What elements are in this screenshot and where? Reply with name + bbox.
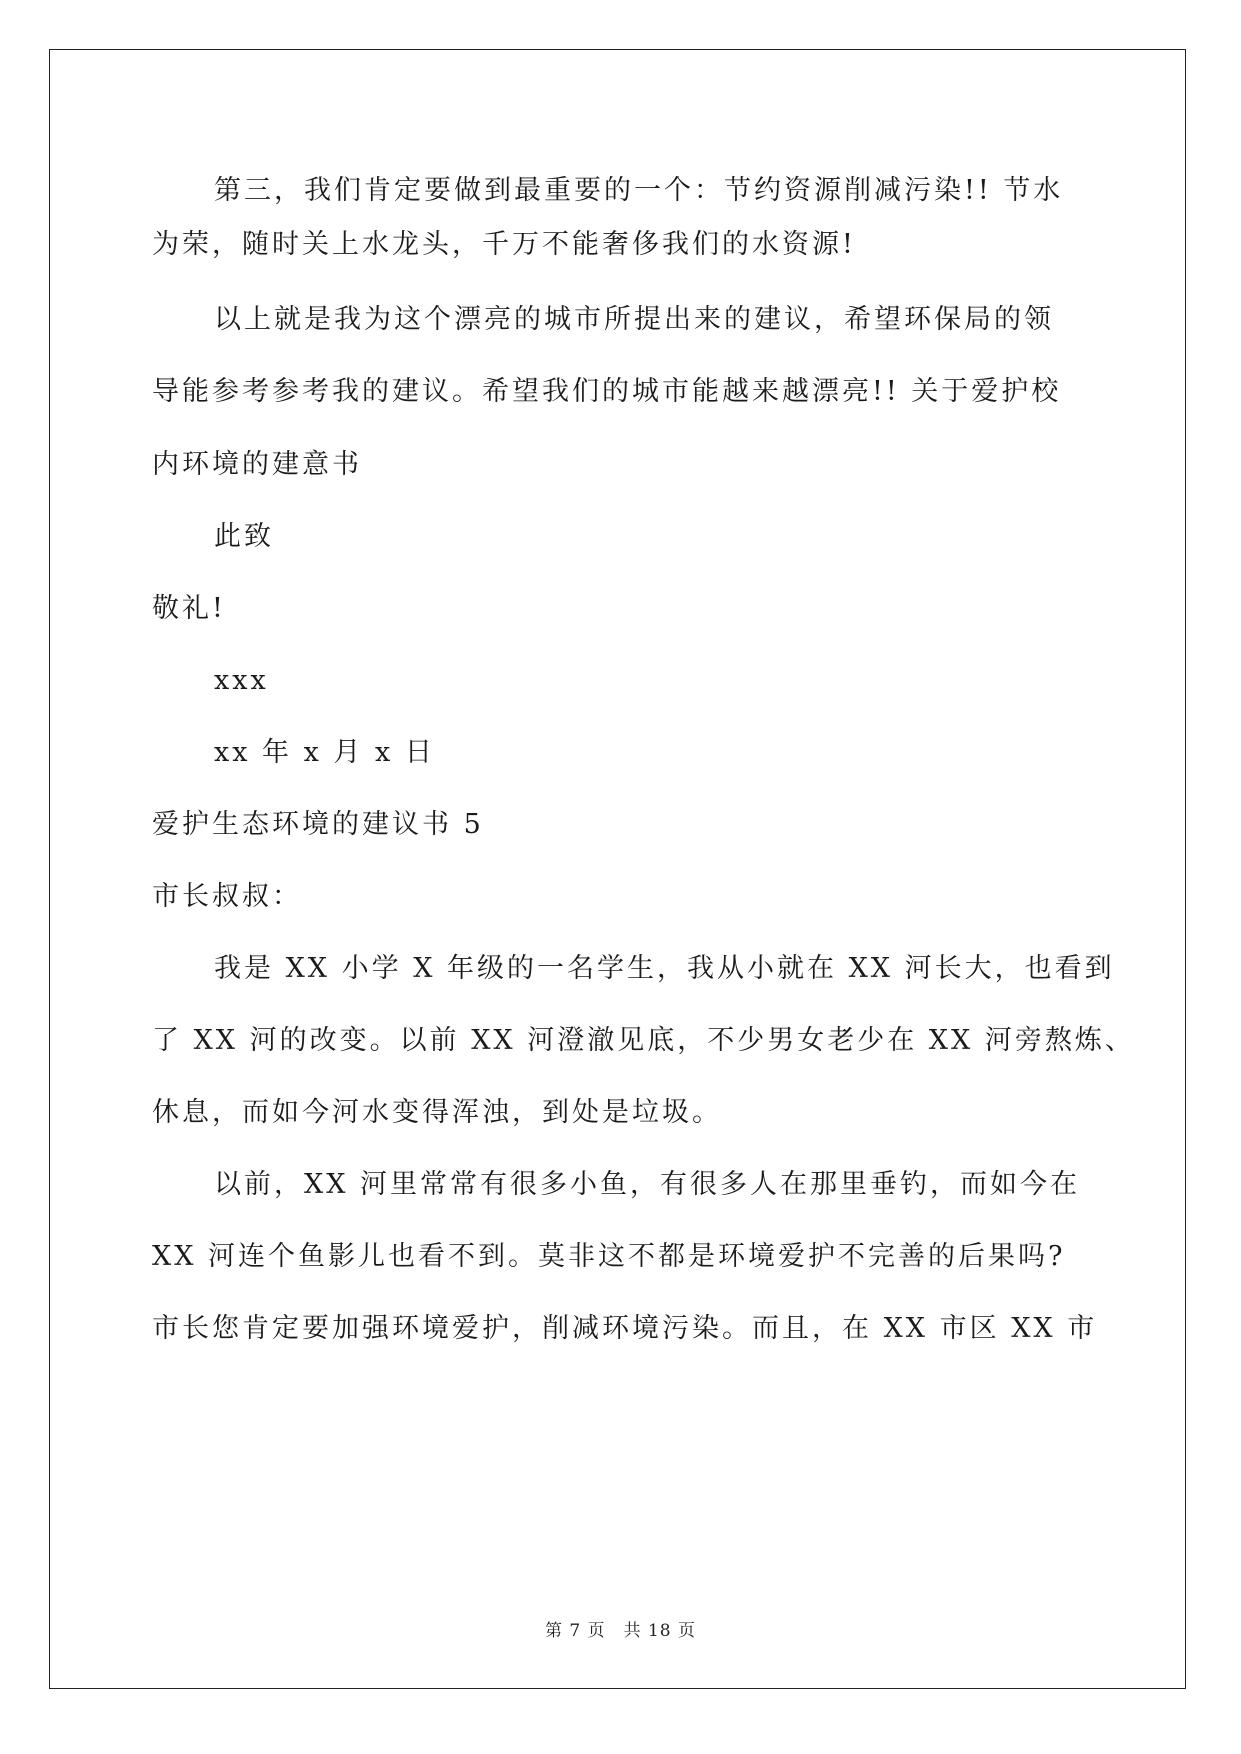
body-line: 以前，XX 河里常常有很多小鱼，有很多人在那里垂钓，而如今在 xyxy=(214,1169,1081,1200)
page-border xyxy=(49,49,1186,1689)
body-line: 市长您肯定要加强环境爱护，削减环境污染。而且，在 XX 市区 XX 市 xyxy=(152,1313,1098,1344)
page-number: 第 7 页 共 18 页 xyxy=(544,1621,697,1641)
body-line: 休息，而如今河水变得浑浊，到处是垃圾。 xyxy=(152,1097,722,1128)
body-line: 我是 XX 小学 X 年级的一名学生，我从小就在 XX 河长大，也看到 xyxy=(214,953,1115,984)
date-line: xx 年 x 月 x 日 xyxy=(214,737,435,768)
section-title: 爱护生态环境的建议书 5 xyxy=(152,809,484,840)
body-line: XX 河连个鱼影儿也看不到。莫非这不都是环境爱护不完善的后果吗? xyxy=(152,1241,1066,1272)
body-line: 第三，我们肯定要做到最重要的一个：节约资源削减污染!! 节水 xyxy=(214,175,1064,206)
body-line: 内环境的建意书 xyxy=(152,449,362,480)
salutation: 市长叔叔： xyxy=(152,881,302,912)
body-line: 以上就是我为这个漂亮的城市所提出来的建议，希望环保局的领 xyxy=(214,304,1054,335)
body-line: 为荣，随时关上水龙头，千万不能奢侈我们的水资源! xyxy=(152,229,856,260)
signature: xxx xyxy=(214,665,269,696)
closing-salutation: 敬礼! xyxy=(152,593,226,624)
closing-line: 此致 xyxy=(214,521,274,552)
body-line: 了 XX 河的改变。以前 XX 河澄澈见底，不少男女老少在 XX 河旁熬炼、 xyxy=(152,1025,1135,1056)
body-line: 导能参考参考我的建议。希望我们的城市能越来越漂亮!! 关于爱护校 xyxy=(152,376,1062,407)
